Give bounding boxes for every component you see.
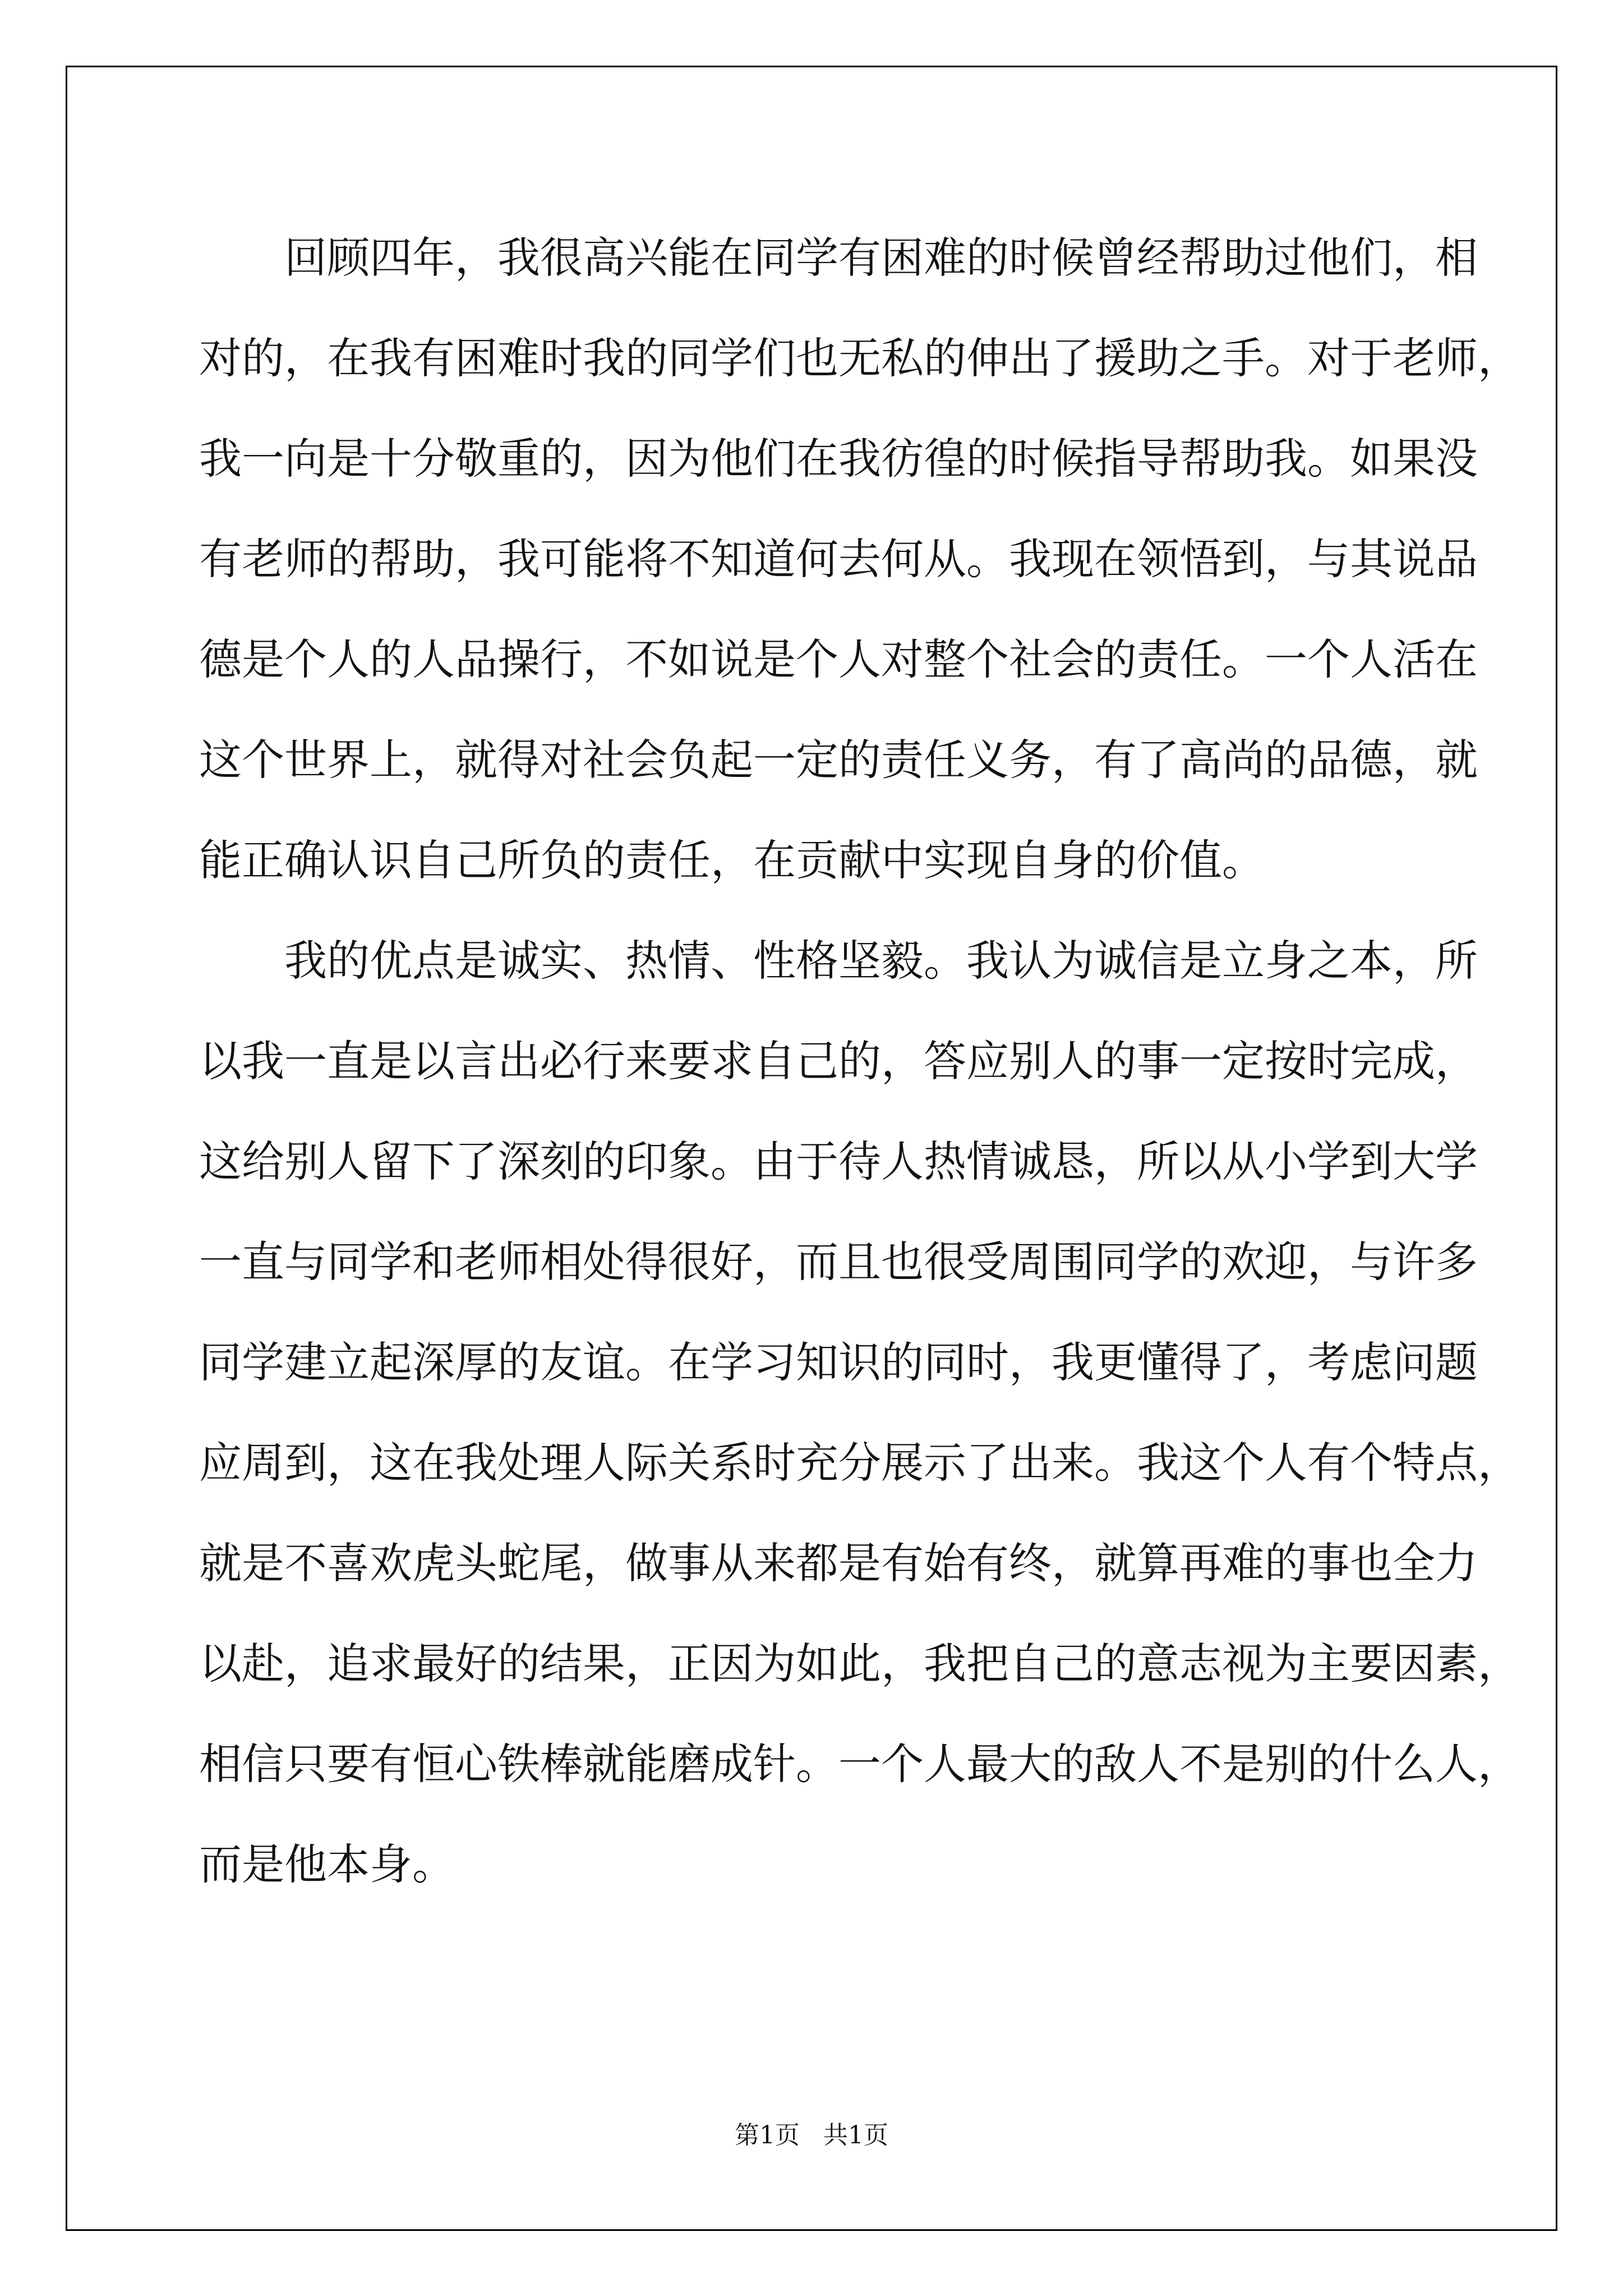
text-line: 同学建立起深厚的友谊。在学习知识的同时，我更懂得了，考虑问题 <box>199 1337 1478 1387</box>
text-line: 应周到，这在我处理人际关系时充分展示了出来。我这个人有个特点， <box>199 1438 1520 1488</box>
text-line: 以我一直是以言出必行来要求自己的，答应别人的事一定按时完成， <box>199 1036 1478 1086</box>
text-line: 就是不喜欢虎头蛇尾，做事从来都是有始有终，就算再难的事也全力 <box>199 1538 1478 1588</box>
text-line: 一直与同学和老师相处得很好，而且也很受周围同学的欢迎，与许多 <box>199 1237 1478 1287</box>
text-line: 相信只要有恒心铁棒就能磨成针。一个人最大的敌人不是别的什么人， <box>199 1739 1520 1789</box>
text-line: 我的优点是诚实、热情、性格坚毅。我认为诚信是立身之本，所 <box>199 936 1478 986</box>
text-line: 这给别人留下了深刻的印象。由于待人热情诚恳，所以从小学到大学 <box>199 1137 1478 1186</box>
text-line: 而是他本身。 <box>199 1839 455 1889</box>
page-footer: 第1页 共1页 <box>735 2121 888 2150</box>
text-line: 对的，在我有困难时我的同学们也无私的伸出了援助之手。对于老师， <box>199 333 1520 383</box>
text-line: 有老师的帮助，我可能将不知道何去何从。我现在领悟到，与其说品 <box>199 534 1478 584</box>
text-line: 以赴，追求最好的结果，正因为如此，我把自己的意志视为主要因素， <box>199 1639 1520 1688</box>
text-line: 回顾四年，我很高兴能在同学有困难的时候曾经帮助过他们，相 <box>199 233 1478 283</box>
text-line: 这个世界上，就得对社会负起一定的责任义务，有了高尚的品德，就 <box>199 735 1478 785</box>
text-line: 能正确认识自己所负的责任，在贡献中实现自身的价值。 <box>199 835 1265 885</box>
document-body <box>199 208 1520 1915</box>
text-line: 我一向是十分敬重的，因为他们在我彷徨的时候指导帮助我。如果没 <box>199 434 1478 484</box>
text-line: 德是个人的人品操行，不如说是个人对整个社会的责任。一个人活在 <box>199 634 1478 684</box>
